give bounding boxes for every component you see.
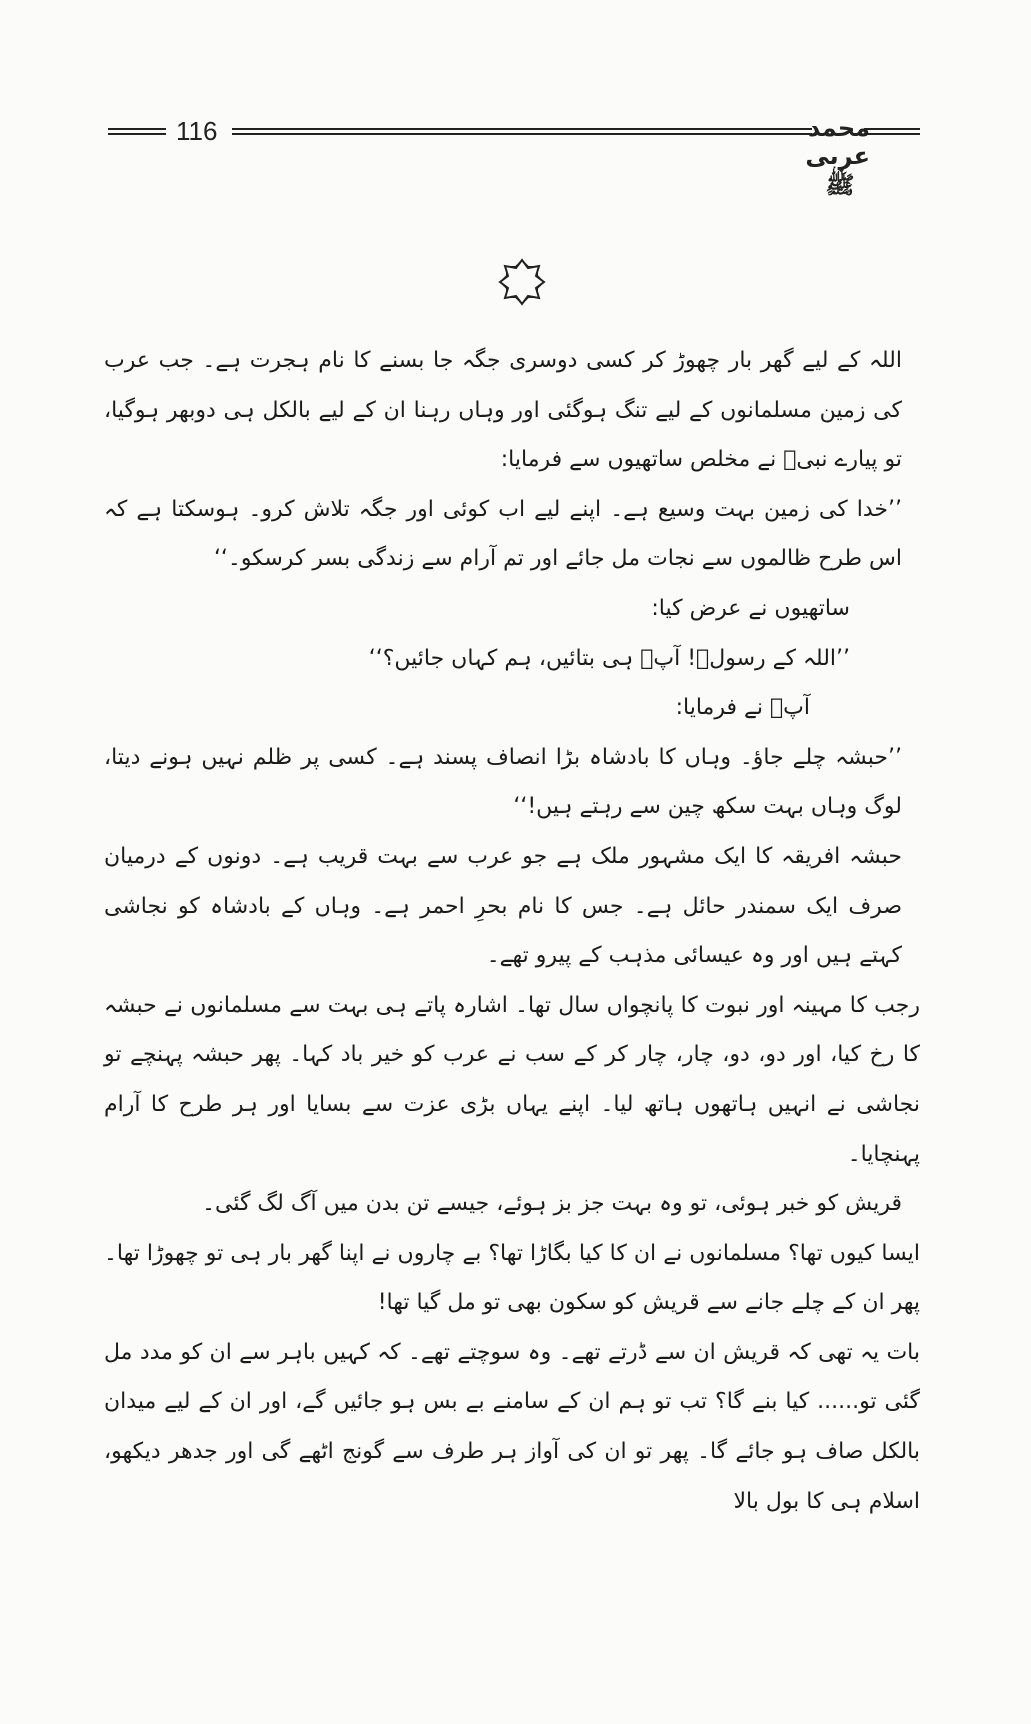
paragraph: ’’اللہ کے رسولؐ! آپؐ ہی بتائیں، ہم کہاں جائیں؟‘‘ [368, 645, 850, 671]
paragraph: اللہ کے لیے گھر بار چھوڑ کر کسی دوسری جگہ جا بسنے کا نام ہجرت ہے۔ جب عرب کی زمین مسلمانوں کے لیے تنگ ہوگئی اور وہاں رہنا ان کے لیے بالکل ہی دوبھر ہوگیا، تو پیارے نبیؐ نے مخلص ساتھیوں سے فرمایا: [104, 348, 902, 473]
page-header [108, 112, 920, 199]
page-number: 116 [176, 116, 218, 146]
paragraph: ’’حبشہ چلے جاؤ۔ وہاں کا بادشاہ بڑا انصاف پسند ہے۔ کسی پر ظلم نہیں ہونے دیتا، لوگ وہاں بہت سکھ چین سے رہتے ہیں!‘‘ [104, 744, 902, 820]
paragraph: بات یہ تھی کہ قریش ان سے ڈرتے تھے۔ وہ سوچتے تھے۔ کہ کہیں باہر سے ان کو مدد مل گئی تو...... کیا بنے گا؟ تب تو ہم ان کے سامنے بے بس ہو جائیں گے، اور ان کے لیے میدان بالکل صاف ہو جائے گا۔ پھر تو ان کی آواز ہر طرف سے گونج اٹھے گی اور جدھر دیکھو، اسلام ہی کا بول بالا [104, 1339, 920, 1514]
paragraph: ایسا کیوں تھا؟ مسلمانوں نے ان کا کیا بگاڑا تھا؟ بے چاروں نے اپنا گھر بار ہی تو چھوڑا تھا۔ پھر ان کے چلے جانے سے قریش کو سکون بھی تو مل گیا تھا! [104, 1240, 920, 1316]
paragraph: قریش کو خبر ہوئی، تو وہ بہت جز بز ہوئے، جیسے تن بدن میں آگ لگ گئی۔ [202, 1191, 902, 1217]
paragraph: ’’خدا کی زمین بہت وسیع ہے۔ اپنے لیے اب کوئی اور جگہ تلاش کرو۔ ہوسکتا ہے کہ اس طرح ظالموں سے نجات مل جائے اور تم آرام سے زندگی بسر کرسکو۔‘‘ [104, 496, 902, 572]
header-rule-right [864, 128, 920, 135]
header-rule-left [108, 128, 166, 135]
paragraph: رجب کا مہینہ اور نبوت کا پانچواں سال تھا۔ اشارہ پاتے ہی بہت سے مسلمانوں نے حبشہ کا رخ کیا، اور دو، دو، چار، چار کر کے سب نے عرب کو خیر باد کہا۔ پھر حبشہ پہنچے تو نجاشی نے انہیں ہاتھوں ہاتھ لیا۔ اپنے یہاں بڑی عزت سے بسایا اور ہر طرح کا آرام پہنچایا۔ [104, 992, 920, 1167]
octagram-star-icon [492, 252, 552, 312]
book-title: محمد عربی ﷺ [805, 114, 870, 199]
paragraph: آپؐ نے فرمایا: [675, 695, 810, 721]
body-text [104, 336, 920, 1526]
paragraph: حبشہ افریقہ کا ایک مشہور ملک ہے جو عرب سے بہت قریب ہے۔ دونوں کے درمیان صرف ایک سمندر حائل ہے۔ جس کا نام بحرِ احمر ہے۔ وہاں کے بادشاہ کو نجاشی کہتے ہیں اور وہ عیسائی مذہب کے پیرو تھے۔ [104, 843, 902, 969]
paragraph: ساتھیوں نے عرض کیا: [651, 595, 850, 621]
header-rule-middle [232, 128, 812, 135]
